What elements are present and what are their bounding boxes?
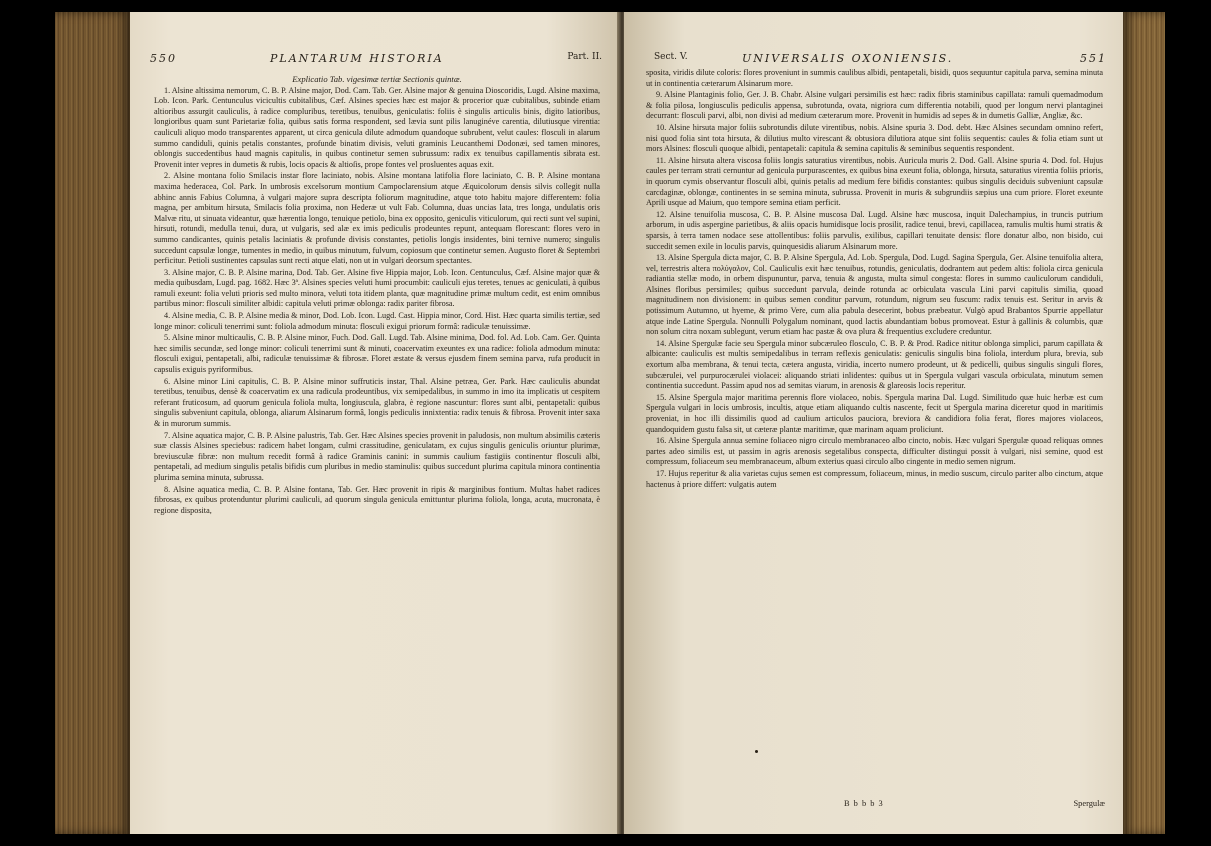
entry-paragraph: 6. Alsine minor Lini capitulis, C. B. P. Alsine minor suffruticis instar, Thal. Alsine petræa, Ger. Park. Hæc cauliculis abundat teretibus, tenuibus, densè & coacervatim ex una radicula prodeuntibus, vix semipedalibus, in summo in imo ita implicatis ut cespitem referant fruticosum, ad quorum genicula foliola multa, longiuscula, glabra, è regione nascuntur: flores sunt albi, pentapetali: quibus singulis subveniunt capitula, oblonga, aliarum Alsinarum formâ, longis pediculis innixtentia: radix tenuis & fibrosa. Provenit inter saxa & in murorum summis. (154, 376, 600, 428)
left-running-title: PLANTARUM HISTORIA (270, 52, 444, 65)
entry-paragraph: 11. Alsine hirsuta altera viscosa foliis longis saturatius virentibus, nobis. Auricula muris 2. Dod. Gall. Alsine spuria 4. Dod. fol. Hujus caules per terram strati cernuntur ad genicula purpurascentes, ex quibus bina exeunt folia, oblonga, hirsuta, saturatius virentia foliis prioris, in quorum cymis observantur flosculi albi, quinis petalis ad medium fere bifidis constantes: quibus singulis deciduis subveniunt capsulæ carcdaginæ, oblongæ, continentes in se semina minuta, subrussa. Provenit in muris & subgrundiis sæpius una cum priore. Floret exeunte Aprili usque ad Maium, quo tempore semina etiam perficit. (646, 155, 1103, 208)
right-page-body (646, 68, 1103, 491)
signature-mark: B b b b 3 (844, 799, 884, 808)
entry-paragraph: 12. Alsine tenuifolia muscosa, C. B. P. Alsine muscosa Dal. Lugd. Alsine hæc muscosa, inquit Dalechampius, in truncis putrium arborum, in udis aspergine parietibus, & aliis opacis humidisque locis prosilit, radice tenui, brevi, capillacea, ramulis multis humi stratis & sparsis, à terra tamen nodace sese attollentibus: foliis parvulis, exilibus, capillari tenuitate densis: flore donatur albo, non bisido, cui succedit semen exile in loculis parvis, quinquesidis aliarum Alsinarum more. (646, 209, 1103, 251)
catchword: Spergulæ (1073, 799, 1105, 808)
left-page-edges (55, 12, 130, 834)
entry-paragraph: 16. Alsine Spergula annua semine foliaceo nigro circulo membranaceo albo cincto, nobis. Hæc vulgari Spergulæ quoad reliquas omnes partes adeo similis est, ut passim in agris arenosis segetalibus conspecta, difficulter distingui possit à vulgari, nisi semine, quod est compressum, foliaceum seu membranaceum, album exterius quasi circulo albo cingente in medio semen nigrum. (646, 436, 1103, 467)
entry-paragraph: 17. Hujus reperitur & alia varietas cujus semen est compressum, foliaceum, minus, in medio suscum, circulo pariter albo cinctum, atque hactenus à priore differt: vulgatis autem (646, 468, 1103, 489)
entry-paragraph: 2. Alsine montana folio Smilacis instar flore laciniato, nobis. Alsine montana latifolia flore laciniato, C. B. P. Alsine montana maxima hederacea, Col. Park. In umbrosis excelsorum montium Campoclarensium atque Æquicolorum densis silvis collegit nulla abhinc annis Fabius Columna, à vulgari majore supra descripta foliorum magnitudine, atque toto habitu majore differentem: folia magna, per ambitum hirsuta, Smilacis folia proxima, non Hederæ ut vult Fab. Columna, duas uncias lata, tres longa, undulatis oris Malvæ ritu, ut sinuata videantur, quæ hærentia longo, tenuique petiolo, bina ex opposito, geniculis viticulorum, qui recti sunt vel supini, hirsuti, rotundi, medulla tenui, dura, ut vulgaris, sed alæ ex imis pediculis prodeuntes repunt, antequam florescant: flores vero in summo candicantes, quinis petalis laciniatis & profunde divisis constantes, petiolis longis insidentes, bini ternive numero; singulis succedunt capsulæ longæ, tumentes in medio, in quibus minutum, fulvum, copiosum que continetur semen. Augusto floret & Septembri perficitur. Petioli sustinentes capsulas sunt recti atque elati, non ut in vulgari deorsum spectantes. (154, 171, 600, 266)
entry-paragraph: 1. Alsine altissima nemorum, C. B. P. Alsine major, Dod. Cam. Tab. Ger. Alsine major & genuina Dioscoridis, Lugd. Alsine maxima, Lob. Icon. Park. Centunculus vicicultis cubitalibus, Cæf. Alsines species hæc est major & procerior quæ cubitalibus, subinde etiam altioribus assurgit cauliculis, à radice compluribus, teretibus, tenuibus, geniculatis: foliis è singulis articulis binis, digito latioribus, longioribus quam sunt Parietariæ folia, quibus satis forma respondent, sed lævia sunt pilis lanuginéve carentia, dilutiusque virentia: cauliculi aliquo modo transparentes apparent, ut circa genicula dilute admodum quandoque subrubent, velut caules: flosculi in alarum summo candiduli, quinis petalis constantes, profunde binatim divisis, veluti graminis Leucanthemi Dodonæi, sed tamen minores, oblongis succedentibus haud magnis capitulis, in quibus continetur semen subrussum: radix ex tenuibus capillamentis sibrata est. Provenit inter vepres in dumetis & rubis, locis opacis & altioſis, prope fontes vel prosluentes aquas exit. (154, 85, 600, 169)
right-page (624, 12, 1129, 834)
part-label: Part. II. (567, 52, 602, 62)
entry-paragraph: sposita, viridis dilute coloris: flores proveniunt in summis caulibus albidi, pentapetali, bisidi, quos sequuntur capitula parva, semina minuta ut in continentia cæterarum Alsinarum more. (646, 68, 1103, 88)
right-page-edges (1123, 12, 1165, 834)
entry-paragraph: 8. Alsine aquatica media, C. B. P. Alsine fontana, Tab. Ger. Hæc provenit in ripis & marginibus fontium. Multas habet radices fibrosas, ex quibus protenduntur plurimi cauliculi, ad quorum singula genicula emittuntur plurima foliola, longa, acuta, mucronata, è regione disposita, (154, 484, 600, 515)
entry-paragraph: 4. Alsine media, C. B. P. Alsine media & minor, Dod. Lob. Icon. Lugd. Cast. Hippia minor, Cord. Hist. Hæc quarta similis tertiæ, sed longe minor: coliculi tenerrimi sunt: foliola admodum minuta: flosculi exigui priorum formâ: radiculæ tenuissimæ. (154, 311, 600, 331)
open-book (55, 12, 1165, 834)
entry-paragraph: 9. Alsine Plantaginis folio, Ger. J. B. Chabr. Alsine vulgari persimilis est hæc: radix fibris staminibus capillata: ramuli quemadmodum & folia pilosa, longiusculis pediculis appensa, subrotunda, ovata, nigriora cum differentia notabili, quod per longum nervi plantaginei decurrant: flosculi parvi, albi, non divisi ad medium cæterarum more. Provenit in humidis ad sepes & in dumetis Galliæ, Angliæ, &c. (646, 90, 1103, 121)
right-page-number: 551 (1080, 52, 1107, 65)
entry-paragraph: 15. Alsine Spergula major maritima perennis flore violaceo, nobis. Spergula marina Dal. Lugd. Similitudo quæ huic herbæ est cum Spergula vulgari in locis umbrosis, incultis, atque etiam aliquando cultis nascente, fecit ut Spergula marina diceretur quod in maritimis proveniat, in hoc illi dissimilis quod ad caulium articulos pauciora, breviora & candidiora folia ferat, flores majores violaceos, quandoquidem gustu falsa sit, ut cæteræ plantæ maritimæ, quæ marinam aquam proliciunt. (646, 392, 1103, 434)
entry-paragraph: 10. Alsine hirsuta major foliis subrotundis dilute virentibus, nobis. Alsine spuria 3. Dod. debt. Hæc Alsines secundam omnino refert, nisi quod folia sint tota hirsuta, & dilutius multo virescant & obtusiora dilutiora atque sint foliis sequentis: caules & folia etiam sunt ut mors Alsines: flosculi quoque albidi, pentapetali: capitula & semina capitulis & seminibus sequentis respondent. (646, 122, 1103, 154)
left-page-number: 550 (150, 52, 177, 65)
plate-explanation-title: Explicatio Tab. vigesimæ tertiæ Sectionis quintæ. (292, 74, 462, 84)
entry-paragraph: 3. Alsine major, C. B. P. Alsine marina, Dod. Tab. Ger. Alsine five Hippia major, Lob. Icon. Centunculus, Cæf. Alsine major quæ & media quibusdam, Lugd. pag. 1682. Hæc 3ª. Alsines species veluti humi procumbit: cauliculi ejus teretes, tenues ac geniculati, à quibus ramuli exeunt: folia veluti prioris sed multo minora, veluti tota itidem planta, quæ magnitudine primæ multum cedit, est enim omnibus partibus minor: flosculi similiter albidi: capitula veluti primæ oblonga: radix pariter fibrosa. (154, 267, 600, 309)
entry-paragraph: 14. Alsine Spergulæ facie seu Spergula minor subcæruleo flosculo, C. B. P. & Prod. Radice nititur oblonga simplici, parum capillata & albicante: cauliculis est multis semipedalibus in terram reflexis geniculatis: geniculis singulis bina foliola, interdum plura, brevia, sub exortum alba membrana, & tenui tecta, cætera angusta, viridia, incerto numero prodeunt, ut & pedicelli, quibus singulis singuli flores, subcærulei, vel purpurocærulei violacei: aliquando striati inlidentes: quibus ut in Spergula vulgari vascula orbiculata, minutum semen continentia succedunt. Passim apud nos ad semitas viarum, in arenosis & glareosis locis reperitur. (646, 338, 1103, 391)
left-page (130, 12, 620, 834)
section-label: Sect. V. (654, 52, 688, 62)
entry-paragraph: 5. Alsine minor multicaulis, C. B. P. Alsine minor, Fuch. Dod. Gall. Lugd. Tab. Alsine minima, Dod. fol. Ad. Lob. Cam. Ger. Quinta hæc similis secundæ, sed longe minor: coliculi tenerrimi sunt & minuti, coacervatim exeuntes ex una radice: foliola admodum minuta: flosculi exigui, pentapetali, albi, radiculæ tenuissimæ & fibrosæ. Floret æstate & versus ejusdem finem semina parva, rufa producit in capsulis exiguis pyriformibus. (154, 333, 600, 375)
left-page-body (154, 74, 600, 517)
ink-speck (755, 750, 758, 753)
entry-paragraph: 13. Alsine Spergula dicta major, C. B. P. Alsine Spergula, Ad. Lob. Spergula, Dod. Lugd. Sagina Spergula, Ger. Alsine tenuifolia altera, vel, terrestris altera πολύγαλον, Col. Cauliculis exit hæc tenuibus, rotundis, geniculatis, dodrantem aut pedem altis: foliola circa genicula radiantia stellæ modo, in orbem dispununtur, parva, tenuia & angusta, multa simul congesta: flores in summo cauliculorum candiduli, Alsines floribus persimiles; quibus succedunt parvula, deinde rotunda ac orbiculata vascula Lini parvi capitulis similia, quoad magnitudinem non divisionem: in quibus semen conditur parvum, rotundum, nigrum seu fuscum: radix tenuis est. Seritur in arvis & potissimum Autumno, ut hyeme, & primo Vere, cum alia pabula desecerint, bobus præbeatur. Vulgò apud Brabantos Spurrie appellatur atque inde Latine Spergula. Nonnulli Polygalum nominant, quod lactis abundantiam bobus promoveat. Estur à gallinis & columbis, quæ non solum citra noxam sublegunt, verum etiam hac pastæ & ova plura & frequentius excludere creduntur. (646, 253, 1103, 337)
right-running-title: UNIVERSALIS OXONIENSIS. (742, 52, 954, 65)
left-page-header (130, 52, 620, 70)
entry-paragraph: 7. Alsine aquatica major, C. B. P. Alsine palustris, Tab. Ger. Hæc Alsines species provenit in paludosis, non multum absimilis cæteris suæ classis Alsines speciebus: radicem habet longam, culmi crassitudine, geniculatam, ex cujus singulis geniculis oriuntur plurimæ, breviusculæ fibræ: non multum recedit formâ à radice Graminis canini: in summis caulium fastigiis continentur flosculi albi, pentapetali, ad medium singulis petalis bifidis cum pluribus in medio staminulis: quibus succedunt plurima capitula minora continentia plurima semina minuta, subrussa. (154, 430, 600, 482)
